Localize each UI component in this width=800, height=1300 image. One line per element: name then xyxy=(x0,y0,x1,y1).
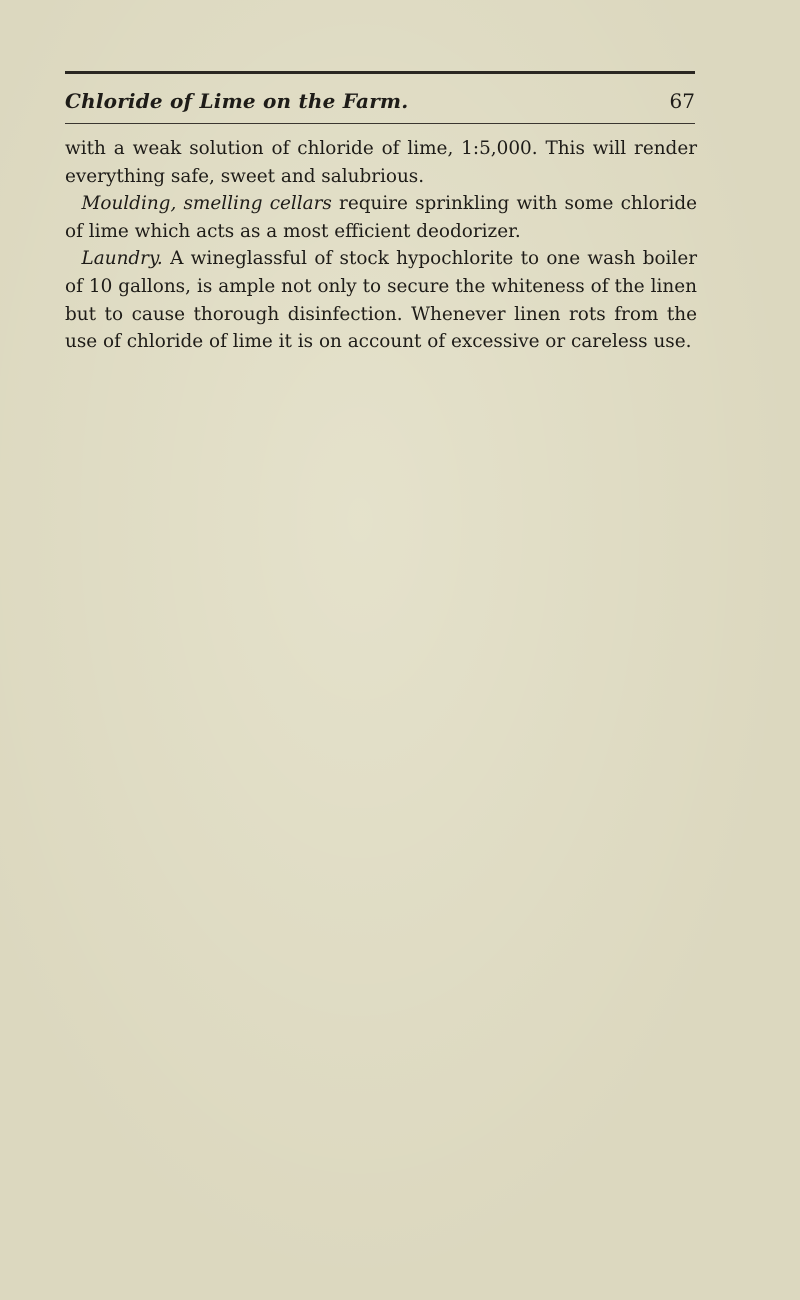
paragraph-moulding-cellars xyxy=(65,190,697,245)
paragraph-lead: Laundry. xyxy=(81,248,163,270)
paragraph-laundry xyxy=(65,245,697,355)
header-rule-top xyxy=(65,71,695,74)
running-title: Chloride of Lime on the Farm. xyxy=(65,89,409,113)
header-rule-bottom xyxy=(65,123,695,124)
page-number: 67 xyxy=(669,89,695,113)
paragraph-continuation xyxy=(65,135,697,190)
paragraph-lead: Moulding, smelling cellars xyxy=(81,193,332,215)
paragraph-text: with a weak solution of chloride of lime, 1:5,000. This will render everything safe, sweet and salubrious. xyxy=(65,138,697,187)
running-head xyxy=(65,86,695,120)
body-text xyxy=(65,135,697,356)
paragraph-text: require sprinkling with some chloride of lime which acts as a most efficient deodorizer. xyxy=(65,193,697,242)
paragraph-text: A wineglassful of stock hypochlorite to one wash boiler of 10 gallons, is ample not only to secure the whiteness of the linen but to cause thorough disinfection. Whenever linen rots from the use of chloride of lime it is on account of excessive or careless use. xyxy=(65,248,697,353)
